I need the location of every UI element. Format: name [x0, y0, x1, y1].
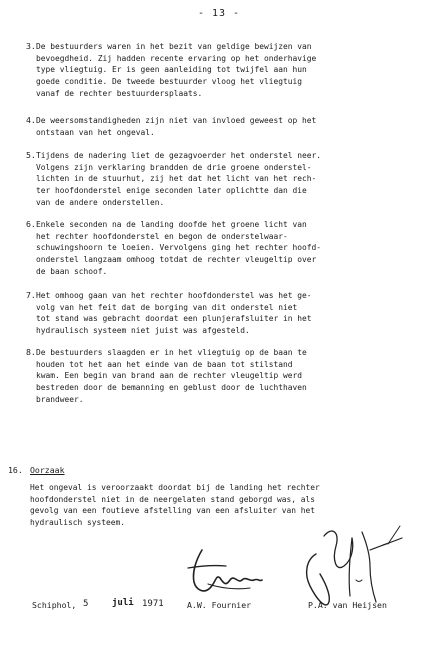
page-number: - 13 -	[197, 8, 241, 19]
section-text: Het ongeval is veroorzaakt doordat bij de landing het rechter hoofdonderstel niet in de neergelaten stand geborgd was, als gevolg van een foutieve afstelling van een afsluiter van het hydraulisch systeem.	[30, 483, 320, 528]
section-title: Oorzaak	[30, 465, 65, 475]
signoff-day: 5	[83, 599, 89, 609]
signature-van-heijsen	[296, 520, 421, 612]
item-number: 5.	[26, 150, 36, 160]
signoff-year: 1971	[142, 599, 164, 609]
signoff-place: Schiphol,	[32, 600, 77, 610]
item-text: Tijdens de nadering liet de gezagvoerder het onderstel neer. Volgens zijn verklaring brandden de drie groene onderstel- lichten in de stuurhut, zij het dat het licht van het rech- ter hoofdonderstel enige seconden later oplichtte dan die van de andere onderstellen.	[36, 151, 322, 207]
signatory-name: A.W. Fournier	[187, 600, 252, 610]
item-number: 6.	[26, 219, 36, 229]
item-text: Het omhoog gaan van het rechter hoofdonderstel was het ge- volg van het feit dat de borging van dit onderstel niet tot stand was gebracht doordat een plunjerafsluiter in het hydraulisch systeem niet juist was afgesteld.	[36, 291, 312, 336]
signoff-month: juli	[112, 598, 134, 608]
section-number: 16.	[8, 465, 23, 475]
signatory-name: P.A. van Heijsen	[308, 600, 387, 610]
item-text: De bestuurders waren in het bezit van geldige bewijzen van bevoegdheid. Zij hadden recente ervaring op het onderhavige type vliegtuig. Er is geen aanleiding tot twijfel aan hun goede conditie. De tweede bestuurder vloog het vliegtuig vanaf de rechter bestuurdersplaats.	[36, 42, 317, 98]
item-number: 3.	[26, 41, 36, 51]
item-number: 4.	[26, 115, 36, 125]
signature-fournier	[180, 538, 270, 603]
item-number: 8.	[26, 347, 36, 357]
item-number: 7.	[26, 290, 36, 300]
item-text: De bestuurders slaagden er in het vliegtuig op de baan te houden tot het aan het einde van de baan tot stilstand kwam. Een begin van brand aan de rechter vleugeltip werd bestreden door de bemanning en geblust door de luchthaven brandweer.	[36, 348, 307, 404]
item-text: Enkele seconden na de landing doofde het groene licht van het rechter hoofdonderstel en begon de onderstelwaar- schuwingshoorn te loeien. Vervolgens ging het rechter hoofd- onderstel langzaam omhoog totdat de rechter vleugeltip over de baan schoof.	[36, 220, 322, 276]
item-text: De weersomstandigheden zijn niet van invloed geweest op het ontstaan van het ongeval.	[36, 116, 317, 137]
